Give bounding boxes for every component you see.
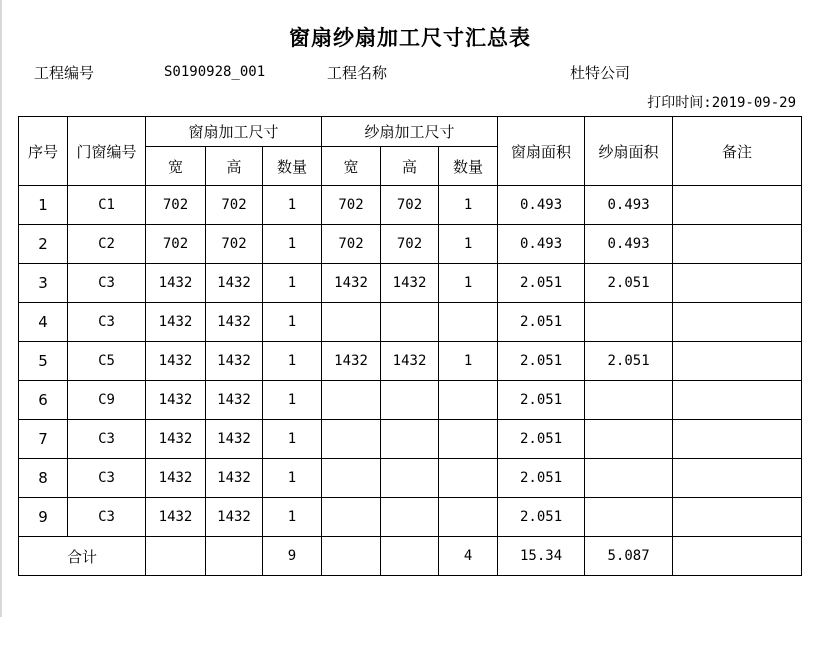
- cell-remark: [673, 225, 802, 264]
- cell-sash-area: 2.051: [498, 342, 585, 381]
- cell-remark: [673, 264, 802, 303]
- cell-screen-width: [322, 303, 381, 342]
- project-name-value: 杜特公司: [570, 64, 631, 82]
- header-row-1: [19, 117, 802, 147]
- cell-screen-height: [381, 303, 439, 342]
- header-screen-qty: 数量: [439, 147, 498, 186]
- cell-sash-width: 1432: [146, 342, 206, 381]
- cell-screen-qty: [439, 420, 498, 459]
- cell-remark: [673, 420, 802, 459]
- table-body: [19, 186, 802, 576]
- cell-screen-area: [585, 459, 673, 498]
- header-sash-area: 窗扇面积: [498, 117, 585, 186]
- table-row: [19, 498, 802, 537]
- header-screen-width: 宽: [322, 147, 381, 186]
- cell-sash-height: 1432: [206, 498, 263, 537]
- cell-sash-height: 1432: [206, 459, 263, 498]
- table-row: [19, 459, 802, 498]
- summary-table: [18, 116, 802, 576]
- cell-sash-area: 2.051: [498, 264, 585, 303]
- cell-seq: 2: [19, 225, 68, 264]
- cell-remark: [673, 303, 802, 342]
- total-label: 合计: [19, 537, 146, 576]
- header-sash-qty: 数量: [263, 147, 322, 186]
- total-row: [19, 537, 802, 576]
- cell-screen-qty: [439, 303, 498, 342]
- cell-sash-height: 1432: [206, 342, 263, 381]
- cell-remark: [673, 381, 802, 420]
- cell-sash-width: 1432: [146, 459, 206, 498]
- cell-remark: [673, 342, 802, 381]
- cell-seq: 8: [19, 459, 68, 498]
- cell-seq: 9: [19, 498, 68, 537]
- cell-sash-area: 2.051: [498, 303, 585, 342]
- cell-sash-width: 1432: [146, 381, 206, 420]
- total-sash-width: [146, 537, 206, 576]
- cell-screen-qty: 1: [439, 225, 498, 264]
- cell-door-window-no: C3: [68, 498, 146, 537]
- header-seq: 序号: [19, 117, 68, 186]
- cell-sash-height: 702: [206, 186, 263, 225]
- cell-screen-height: 702: [381, 225, 439, 264]
- cell-screen-height: 1432: [381, 342, 439, 381]
- cell-sash-height: 1432: [206, 303, 263, 342]
- cell-sash-qty: 1: [263, 342, 322, 381]
- project-name-label: 工程名称: [327, 64, 388, 82]
- cell-screen-width: [322, 459, 381, 498]
- cell-screen-height: [381, 381, 439, 420]
- cell-sash-qty: 1: [263, 303, 322, 342]
- cell-screen-width: 1432: [322, 264, 381, 303]
- cell-seq: 4: [19, 303, 68, 342]
- cell-sash-qty: 1: [263, 498, 322, 537]
- header-screen-group: 纱扇加工尺寸: [322, 117, 498, 147]
- cell-remark: [673, 498, 802, 537]
- cell-door-window-no: C1: [68, 186, 146, 225]
- cell-sash-area: 0.493: [498, 186, 585, 225]
- cell-screen-area: [585, 420, 673, 459]
- cell-screen-width: [322, 381, 381, 420]
- total-screen-width: [322, 537, 381, 576]
- cell-sash-qty: 1: [263, 459, 322, 498]
- cell-sash-qty: 1: [263, 264, 322, 303]
- cell-sash-height: 702: [206, 225, 263, 264]
- cell-seq: 6: [19, 381, 68, 420]
- cell-screen-height: [381, 420, 439, 459]
- cell-door-window-no: C3: [68, 264, 146, 303]
- cell-screen-width: 1432: [322, 342, 381, 381]
- cell-screen-area: [585, 303, 673, 342]
- total-sash-area: 15.34: [498, 537, 585, 576]
- cell-sash-height: 1432: [206, 381, 263, 420]
- cell-screen-area: 2.051: [585, 342, 673, 381]
- cell-sash-width: 1432: [146, 303, 206, 342]
- table-row: [19, 303, 802, 342]
- cell-sash-width: 702: [146, 186, 206, 225]
- cell-door-window-no: C5: [68, 342, 146, 381]
- cell-screen-height: 702: [381, 186, 439, 225]
- cell-sash-area: 2.051: [498, 381, 585, 420]
- cell-sash-width: 1432: [146, 420, 206, 459]
- cell-screen-area: 0.493: [585, 186, 673, 225]
- print-time: 打印时间:2019-09-29: [647, 95, 796, 111]
- total-sash-height: [206, 537, 263, 576]
- cell-seq: 7: [19, 420, 68, 459]
- cell-screen-qty: 1: [439, 186, 498, 225]
- project-no-label: 工程编号: [34, 64, 95, 82]
- cell-screen-width: 702: [322, 225, 381, 264]
- cell-screen-width: 702: [322, 186, 381, 225]
- cell-sash-width: 1432: [146, 498, 206, 537]
- cell-door-window-no: C3: [68, 420, 146, 459]
- cell-sash-area: 2.051: [498, 420, 585, 459]
- header-remark: 备注: [673, 117, 802, 186]
- cell-door-window-no: C9: [68, 381, 146, 420]
- table-row: [19, 225, 802, 264]
- header-door-window-no: 门窗编号: [68, 117, 146, 186]
- cell-sash-area: 2.051: [498, 459, 585, 498]
- cell-screen-height: 1432: [381, 264, 439, 303]
- cell-seq: 1: [19, 186, 68, 225]
- cell-sash-area: 0.493: [498, 225, 585, 264]
- cell-screen-qty: [439, 459, 498, 498]
- total-screen-area: 5.087: [585, 537, 673, 576]
- header-sash-width: 宽: [146, 147, 206, 186]
- cell-screen-qty: 1: [439, 342, 498, 381]
- cell-sash-width: 1432: [146, 264, 206, 303]
- table-row: [19, 186, 802, 225]
- cell-remark: [673, 186, 802, 225]
- cell-seq: 3: [19, 264, 68, 303]
- cell-screen-width: [322, 420, 381, 459]
- cell-screen-area: [585, 498, 673, 537]
- page-edge: [0, 0, 2, 617]
- project-no-value: S0190928_001: [164, 64, 266, 80]
- table-row: [19, 381, 802, 420]
- table-row: [19, 420, 802, 459]
- total-remark: [673, 537, 802, 576]
- header-screen-area: 纱扇面积: [585, 117, 673, 186]
- cell-sash-qty: 1: [263, 186, 322, 225]
- header-sash-group: 窗扇加工尺寸: [146, 117, 322, 147]
- cell-remark: [673, 459, 802, 498]
- cell-sash-qty: 1: [263, 225, 322, 264]
- cell-screen-area: 0.493: [585, 225, 673, 264]
- cell-seq: 5: [19, 342, 68, 381]
- cell-screen-qty: 1: [439, 264, 498, 303]
- cell-sash-height: 1432: [206, 420, 263, 459]
- cell-sash-height: 1432: [206, 264, 263, 303]
- report-title: 窗扇纱扇加工尺寸汇总表: [289, 26, 531, 50]
- cell-sash-qty: 1: [263, 420, 322, 459]
- cell-sash-area: 2.051: [498, 498, 585, 537]
- cell-screen-qty: [439, 381, 498, 420]
- table-row: [19, 264, 802, 303]
- cell-door-window-no: C3: [68, 303, 146, 342]
- cell-screen-area: 2.051: [585, 264, 673, 303]
- cell-screen-area: [585, 381, 673, 420]
- header-sash-height: 高: [206, 147, 263, 186]
- cell-sash-width: 702: [146, 225, 206, 264]
- cell-sash-qty: 1: [263, 381, 322, 420]
- header-screen-height: 高: [381, 147, 439, 186]
- cell-door-window-no: C2: [68, 225, 146, 264]
- total-sash-qty: 9: [263, 537, 322, 576]
- total-screen-qty: 4: [439, 537, 498, 576]
- cell-screen-qty: [439, 498, 498, 537]
- cell-door-window-no: C3: [68, 459, 146, 498]
- total-screen-height: [381, 537, 439, 576]
- cell-screen-height: [381, 498, 439, 537]
- cell-screen-height: [381, 459, 439, 498]
- table-row: [19, 342, 802, 381]
- cell-screen-width: [322, 498, 381, 537]
